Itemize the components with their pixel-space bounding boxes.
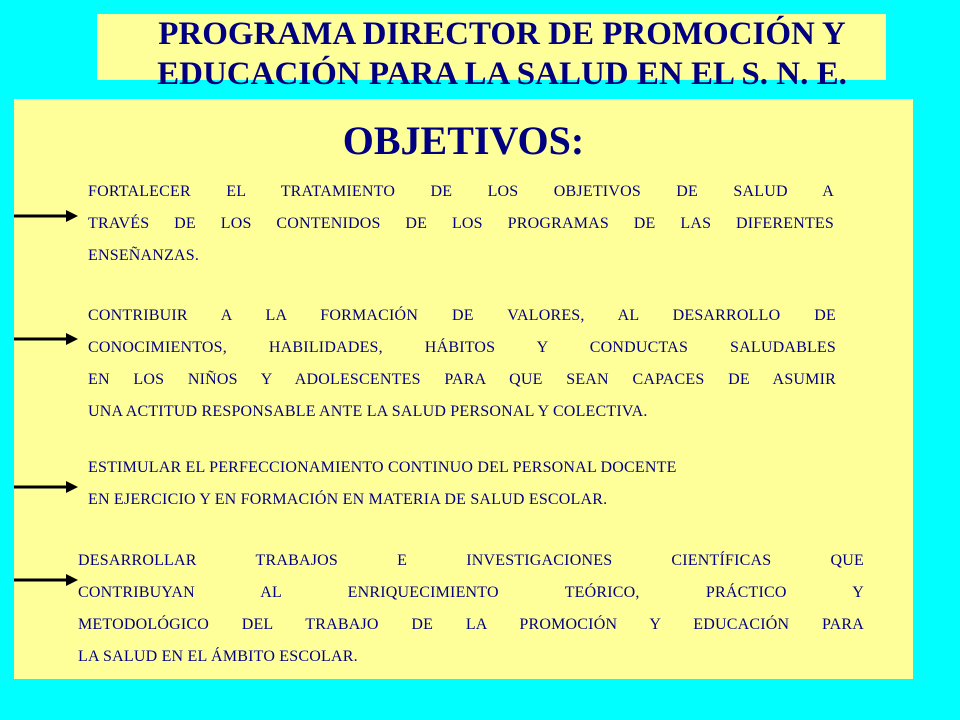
objective-2-line-3: EN LOS NIÑOS Y ADOLESCENTES PARA QUE SEAN CAPACES DE ASUMIR xyxy=(88,371,836,388)
title-line-2: EDUCACIÓN PARA LA SALUD EN EL S. N. E. xyxy=(157,56,847,92)
objective-4-line-3: METODOLÓGICO DEL TRABAJO DE LA PROMOCIÓN Y EDUCACIÓN PARA xyxy=(78,616,864,633)
right-arrow-icon xyxy=(14,332,78,346)
objective-1-line-3: ENSEÑANZAS. xyxy=(88,247,200,264)
objective-1-line-2: TRAVÉS DE LOS CONTENIDOS DE LOS PROGRAMAS DE LAS DIFERENTES xyxy=(88,215,834,232)
page-title xyxy=(92,14,912,94)
objective-2 xyxy=(88,300,836,428)
objective-3-line-1: ESTIMULAR EL PERFECCIONAMIENTO CONTINUO DEL PERSONAL DOCENTE xyxy=(88,459,677,476)
objective-4-line-4: LA SALUD EN EL ÁMBITO ESCOLAR. xyxy=(78,648,358,665)
objective-2-line-1: CONTRIBUIR A LA FORMACIÓN DE VALORES, AL DESARROLLO DE xyxy=(88,307,836,324)
objective-1-line-1: FORTALECER EL TRATAMIENTO DE LOS OBJETIVOS DE SALUD A xyxy=(88,183,834,200)
objective-4-line-2: CONTRIBUYAN AL ENRIQUECIMIENTO TEÓRICO, PRÁCTICO Y xyxy=(78,584,864,601)
objectives-heading: OBJETIVOS: xyxy=(342,118,585,163)
title-line-1: PROGRAMA DIRECTOR DE PROMOCIÓN Y xyxy=(158,16,846,52)
objective-4 xyxy=(78,545,864,673)
objective-3-line-2: EN EJERCICIO Y EN FORMACIÓN EN MATERIA DE SALUD ESCOLAR. xyxy=(88,491,608,508)
right-arrow-icon xyxy=(14,480,78,494)
right-arrow-icon xyxy=(14,209,78,223)
objective-3 xyxy=(88,452,854,516)
objective-1 xyxy=(88,176,834,272)
objective-2-line-4: UNA ACTITUD RESPONSABLE ANTE LA SALUD PERSONAL Y COLECTIVA. xyxy=(88,403,648,420)
objective-4-line-1: DESARROLLAR TRABAJOS E INVESTIGACIONES CIENTÍFICAS QUE xyxy=(78,552,864,569)
objective-2-line-2: CONOCIMIENTOS, HABILIDADES, HÁBITOS Y CONDUCTAS SALUDABLES xyxy=(88,339,836,356)
right-arrow-icon xyxy=(14,573,78,587)
